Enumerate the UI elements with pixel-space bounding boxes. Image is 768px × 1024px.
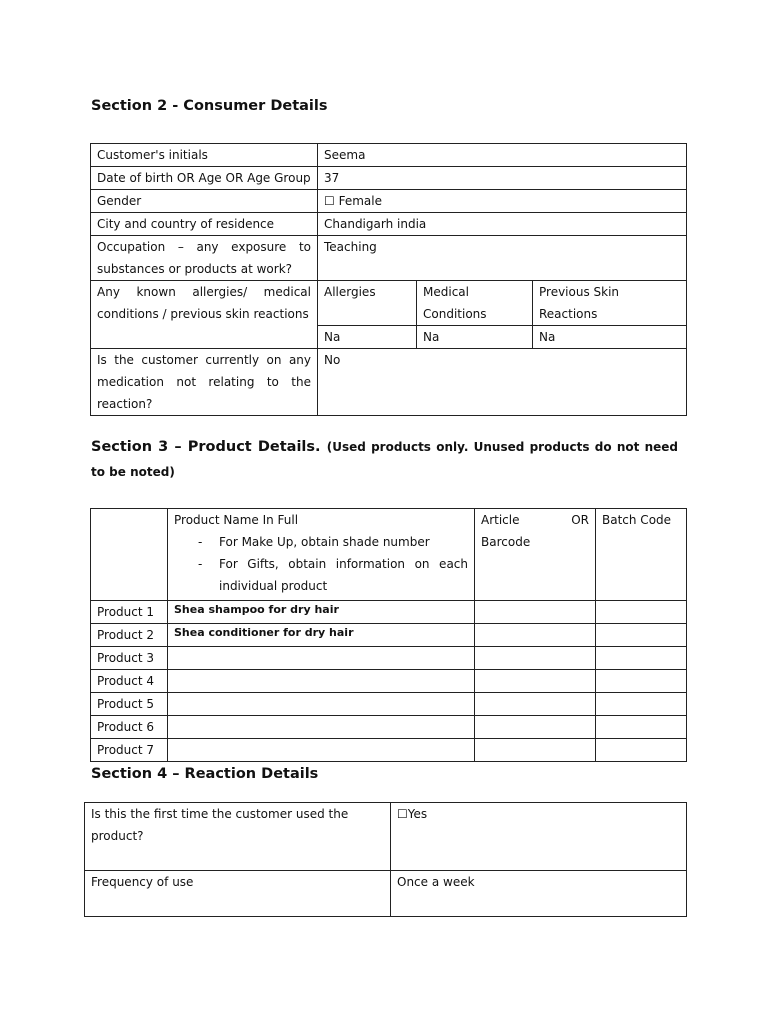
gender-value: ☐ Female bbox=[318, 190, 687, 213]
table-row bbox=[91, 624, 687, 647]
product-article bbox=[475, 601, 596, 624]
first-time-label: Is this the first time the customer used the product? bbox=[85, 803, 391, 871]
allergies-col-allergies: Allergies bbox=[318, 281, 417, 326]
allergies-col-skin: Previous Skin Reactions bbox=[533, 281, 687, 326]
first-time-value: ☐Yes bbox=[391, 803, 687, 871]
gender-label: Gender bbox=[91, 190, 318, 213]
section-2-title: Section 2 - Consumer Details bbox=[91, 98, 328, 114]
allergies-label: Any known allergies/ medical conditions / previous skin reactions bbox=[91, 281, 318, 349]
allergies-col-medical: Medical Conditions bbox=[417, 281, 533, 326]
section-3-heading bbox=[91, 434, 678, 484]
consumer-details-table bbox=[90, 143, 687, 416]
product-details-table bbox=[90, 508, 687, 762]
table-row bbox=[91, 716, 687, 739]
product-label: Product 7 bbox=[91, 739, 168, 762]
table-row bbox=[91, 601, 687, 624]
batch-header: Batch Code bbox=[596, 509, 687, 601]
product-batch bbox=[596, 601, 687, 624]
table-row bbox=[91, 693, 687, 716]
allergies-value-skin: Na bbox=[533, 326, 687, 349]
city-value: Chandigarh india bbox=[318, 213, 687, 236]
article-header: Article OR Barcode bbox=[475, 509, 596, 601]
table-row bbox=[91, 647, 687, 670]
product-name-header bbox=[168, 509, 475, 601]
table-row bbox=[91, 670, 687, 693]
product-article bbox=[475, 647, 596, 670]
product-label: Product 1 bbox=[91, 601, 168, 624]
product-label: Product 2 bbox=[91, 624, 168, 647]
frequency-value: Once a week bbox=[391, 871, 687, 917]
product-name: Shea shampoo for dry hair bbox=[168, 601, 475, 624]
product-name-instructions bbox=[174, 531, 468, 597]
product-name bbox=[168, 693, 475, 716]
medication-value: No bbox=[318, 349, 687, 416]
product-label: Product 4 bbox=[91, 670, 168, 693]
initials-value: Seema bbox=[318, 144, 687, 167]
city-label: City and country of residence bbox=[91, 213, 318, 236]
product-article bbox=[475, 739, 596, 762]
product-label: Product 3 bbox=[91, 647, 168, 670]
allergies-value-allergies: Na bbox=[318, 326, 417, 349]
product-batch bbox=[596, 647, 687, 670]
product-article bbox=[475, 693, 596, 716]
product-article bbox=[475, 670, 596, 693]
product-label: Product 5 bbox=[91, 693, 168, 716]
initials-label: Customer's initials bbox=[91, 144, 318, 167]
product-name: Shea conditioner for dry hair bbox=[168, 624, 475, 647]
reaction-details-table bbox=[84, 802, 687, 917]
product-name bbox=[168, 670, 475, 693]
medication-label: Is the customer currently on any medication not relating to the reaction? bbox=[91, 349, 318, 416]
product-article bbox=[475, 716, 596, 739]
product-name bbox=[168, 739, 475, 762]
section-3-subtitle: (Used products only. Unused products do not need to be noted) bbox=[91, 440, 679, 479]
instruction-gifts: - For Gifts, obtain information on each individual product bbox=[174, 553, 468, 597]
dob-value: 37 bbox=[318, 167, 687, 190]
table-row bbox=[91, 739, 687, 762]
product-label: Product 6 bbox=[91, 716, 168, 739]
product-batch bbox=[596, 693, 687, 716]
product-header-blank bbox=[91, 509, 168, 601]
instruction-makeup: - For Make Up, obtain shade number bbox=[174, 531, 468, 553]
product-name-header-text: Product Name In Full bbox=[174, 513, 299, 527]
dob-label: Date of birth OR Age OR Age Group bbox=[91, 167, 318, 190]
section-4-title: Section 4 – Reaction Details bbox=[91, 766, 319, 782]
product-batch bbox=[596, 624, 687, 647]
frequency-label: Frequency of use bbox=[85, 871, 391, 917]
product-name bbox=[168, 647, 475, 670]
product-batch bbox=[596, 716, 687, 739]
occupation-value: Teaching bbox=[318, 236, 687, 281]
product-name bbox=[168, 716, 475, 739]
section-3-title: Section 3 – Product Details. bbox=[91, 439, 321, 455]
allergies-value-medical: Na bbox=[417, 326, 533, 349]
product-batch bbox=[596, 739, 687, 762]
product-batch bbox=[596, 670, 687, 693]
occupation-label: Occupation – any exposure to substances or products at work? bbox=[91, 236, 318, 281]
product-article bbox=[475, 624, 596, 647]
